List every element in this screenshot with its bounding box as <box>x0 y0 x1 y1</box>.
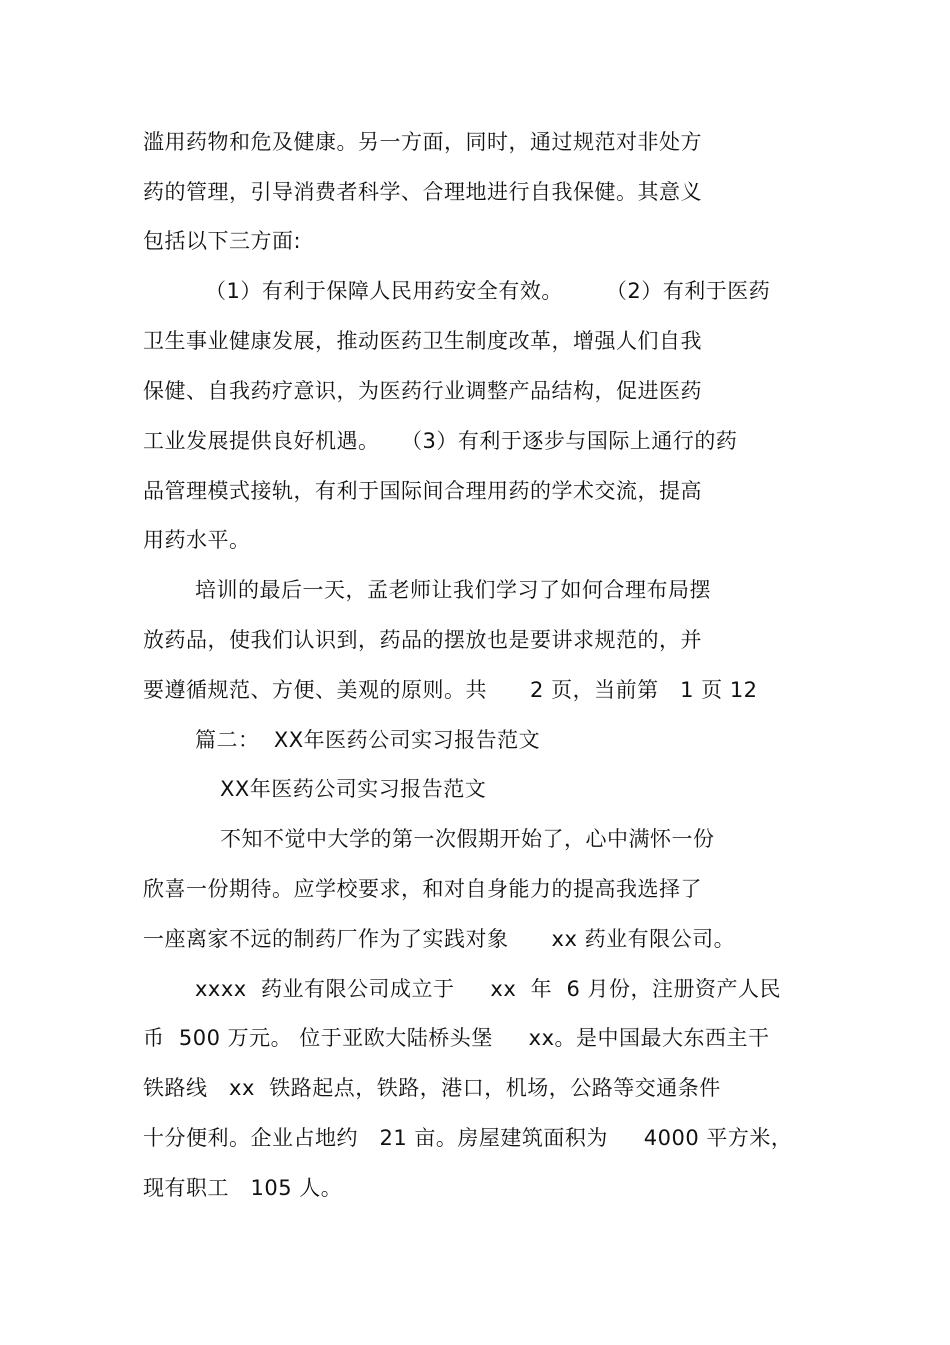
text-line: 不知不觉中大学的第一次假期开始了，心中满怀一份 <box>220 827 715 851</box>
text-line: 现有职工 105 人。 <box>143 1176 343 1200</box>
text-line: 品管理模式接轨，有利于国际间合理用药的学术交流，提高 <box>143 479 702 503</box>
text-line: 放药品，使我们认识到，药品的摆放也是要讲求规范的，并 <box>143 628 702 652</box>
text-line: 包括以下三方面: <box>143 229 302 253</box>
text-line: 十分便利。企业占地约 21 亩。房屋建筑面积为 4000 平方米， <box>143 1126 793 1150</box>
text-line: 用药水平。 <box>143 528 251 552</box>
text-line: 培训的最后一天，孟老师让我们学习了如何合理布局摆 <box>195 578 711 602</box>
text-line: 一座离家不远的制药厂作为了实践对象 xx 药业有限公司。 <box>143 927 736 951</box>
text-line: 铁路线 xx 铁路起点，铁路，港口，机场，公路等交通条件 <box>143 1076 721 1100</box>
text-line: xxxx 药业有限公司成立于 xx 年 6 月份，注册资产人民 <box>195 977 782 1001</box>
text-line: 药的管理，引导消费者科学、合理地进行自我保健。其意义 <box>143 180 702 204</box>
text-line: 币 500 万元。 位于亚欧大陆桥头堡 xx。是中国最大东西主干 <box>143 1026 770 1050</box>
text-line: （1）有利于保障人民用药安全有效。 （2）有利于医药 <box>205 279 771 303</box>
text-line: 欣喜一份期待。应学校要求，和对自身能力的提高我选择了 <box>143 877 702 901</box>
article-title: XX年医药公司实习报告范文 <box>220 777 487 801</box>
text-line: 保健、自我药疗意识，为医药行业调整产品结构，促进医药 <box>143 379 702 403</box>
page-counter-line: 要遵循规范、方便、美观的原则。共 2 页，当前第 1 页 12 <box>143 678 758 702</box>
text-line: 滥用药物和危及健康。另一方面，同时，通过规范对非处方 <box>143 130 702 154</box>
section-heading: 篇二： XX年医药公司实习报告范文 <box>195 728 541 752</box>
text-line: 工业发展提供良好机遇。 （3）有利于逐步与国际上通行的药 <box>143 429 738 453</box>
text-line: 卫生事业健康发展，推动医药卫生制度改革，增强人们自我 <box>143 329 702 353</box>
